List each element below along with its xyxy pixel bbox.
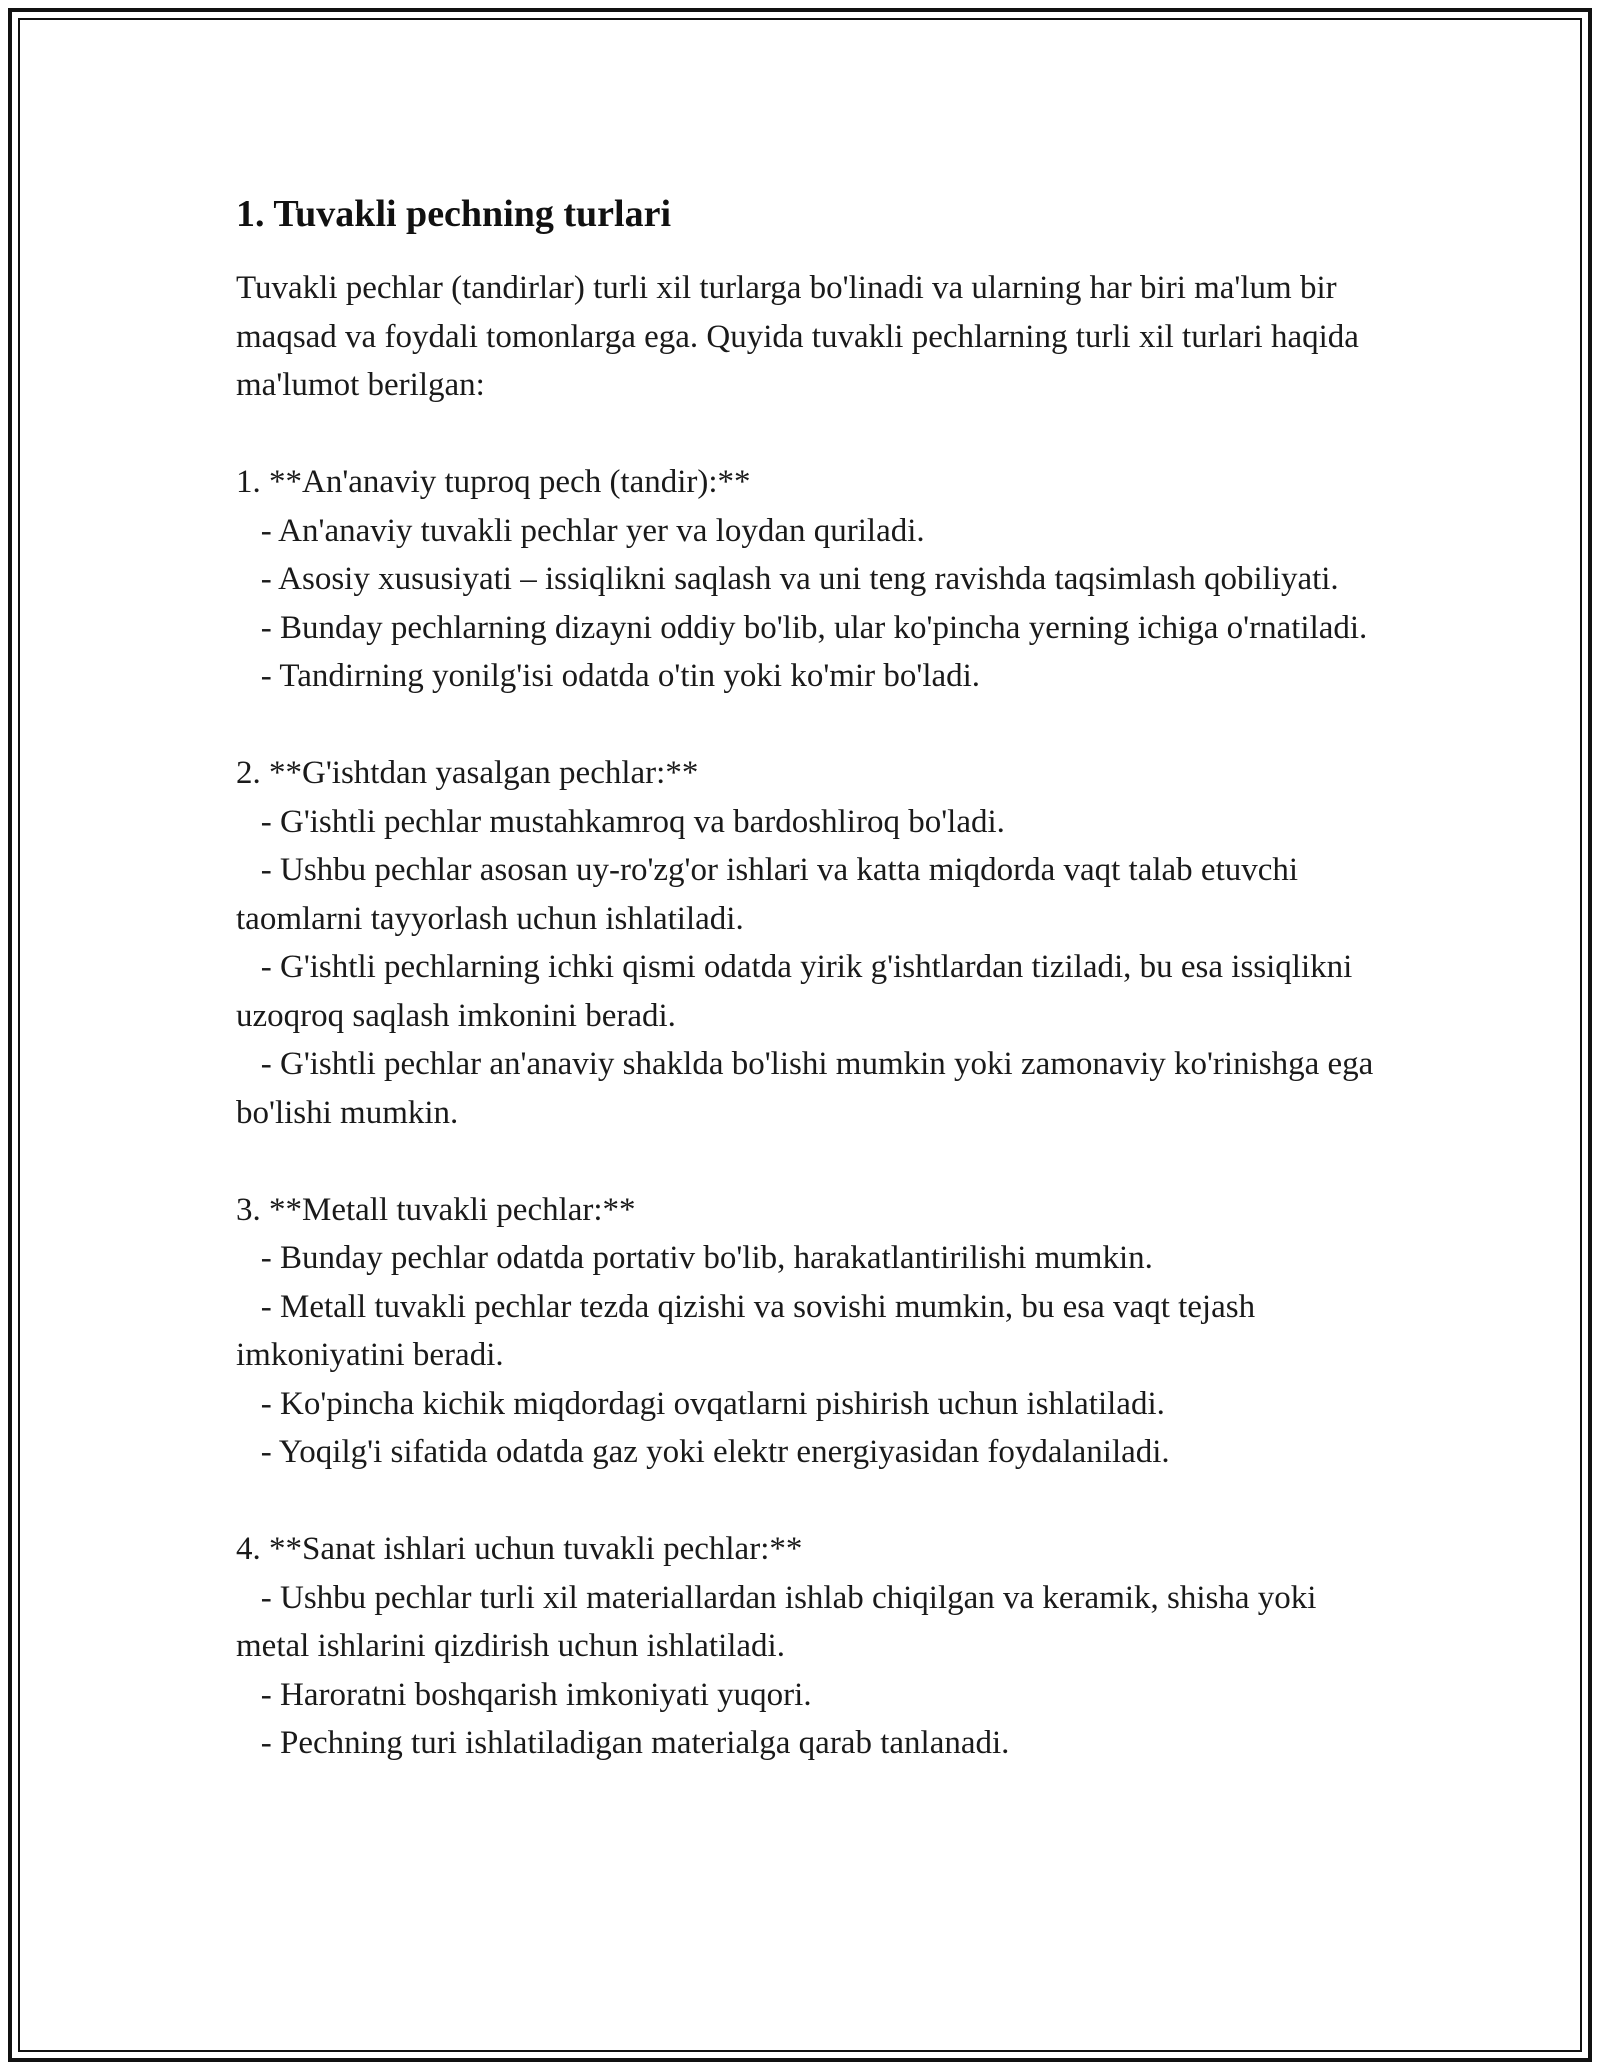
section-heading: 3. **Metall tuvakli pechlar:** [236, 1191, 636, 1228]
section-bullet: - G'ishtli pechlar mustahkamroq va bardoshliroq bo'ladi. [236, 803, 1005, 840]
section-4 [236, 1525, 1386, 1768]
section-bullet: - Ushbu pechlar asosan uy-ro'zg'or ishlari va katta miqdorda vaqt talab etuvchi taomlarni tayyorlash uchun ishlatiladi. [236, 852, 1307, 937]
section-bullet: - Tandirning yonilg'isi odatda o'tin yoki ko'mir bo'ladi. [236, 658, 981, 694]
section-bullet: - Yoqilg'i sifatida odatda gaz yoki elektr energiyasidan foydalaniladi. [236, 1434, 1170, 1470]
section-1 [236, 458, 1386, 701]
document-body [236, 188, 1386, 1768]
document-title: 1. Tuvakli pechning turlari [236, 193, 672, 235]
section-2 [236, 749, 1386, 1137]
section-bullet: - Bunday pechlarning dizayni oddiy bo'lib, ular ko'pincha yerning ichiga o'rnatiladi. [236, 609, 1368, 646]
section-bullet: - Ushbu pechlar turli xil materiallardan ishlab chiqilgan va keramik, shisha yoki metal ishlarini qizdirish uchun ishlatiladi. [236, 1579, 1325, 1664]
section-3 [236, 1186, 1386, 1477]
section-bullet: - Metall tuvakli pechlar tezda qizishi va sovishi mumkin, bu esa vaqt tejash imkoniyatini beradi. [236, 1288, 1264, 1373]
section-bullet: - Asosiy xususiyati – issiqlikni saqlash va uni teng ravishda taqsimlash qobiliyati. [236, 561, 1339, 597]
intro-paragraph: Tuvakli pechlar (tandirlar) turli xil turlarga bo'linadi va ularning har biri ma'lum bir maqsad va foydali tomonlarga ega. Quyida tuvakli pechlarning turli xil turlari haqida ma'lumot berilgan: [236, 270, 1368, 403]
section-bullet: - An'anaviy tuvakli pechlar yer va loydan quriladi. [236, 512, 925, 549]
section-bullet: - Pechning turi ishlatiladigan materialga qarab tanlanadi. [236, 1725, 1010, 1761]
section-heading: 2. **G'ishtdan yasalgan pechlar:** [236, 755, 699, 791]
section-bullet: - Ko'pincha kichik miqdordagi ovqatlarni pishirish uchun ishlatiladi. [236, 1385, 1165, 1422]
section-bullet: - Haroratni boshqarish imkoniyati yuqori. [236, 1676, 812, 1713]
section-bullet: - G'ishtli pechlar an'anaviy shaklda bo'lishi mumkin yoki zamonaviy ko'rinishga ega bo'lishi mumkin. [236, 1046, 1382, 1131]
section-bullet: - G'ishtli pechlarning ichki qismi odatda yirik g'ishtlardan tiziladi, bu esa issiqlikni uzoqroq saqlash imkonini beradi. [236, 949, 1361, 1034]
section-bullet: - Bunday pechlar odatda portativ bo'lib, harakatlantirilishi mumkin. [236, 1240, 1153, 1276]
section-heading: 4. **Sanat ishlari uchun tuvakli pechlar:** [236, 1531, 803, 1567]
section-heading: 1. **An'anaviy tuproq pech (tandir):** [236, 464, 751, 500]
